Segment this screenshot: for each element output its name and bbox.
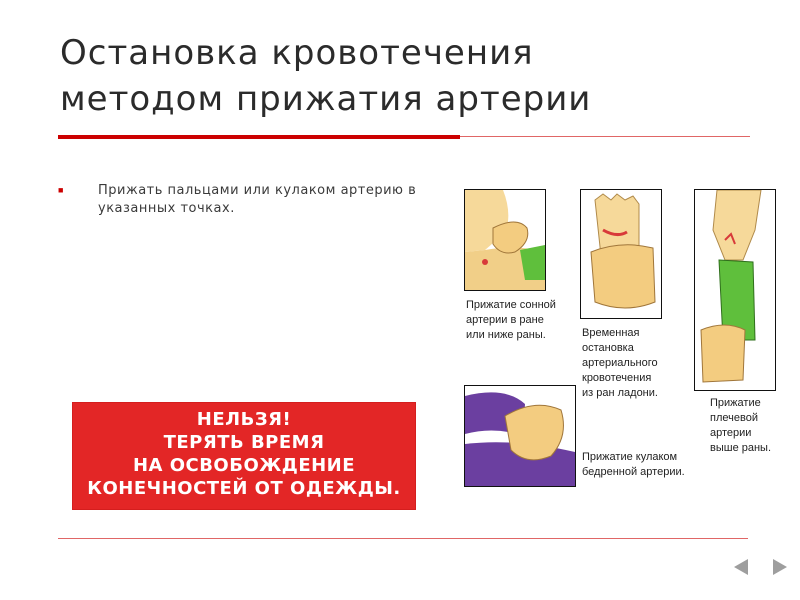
footer-divider [58,538,748,539]
warning-line-4: КОНЕЧНОСТЕЙ ОТ ОДЕЖДЫ. [87,478,401,499]
caption-femoral: Прижатие кулаком бедренной артерии. [582,451,685,478]
femoral-image [465,386,575,486]
brachial-image [695,190,775,390]
title-accent-bar [58,135,460,139]
title-line-2: методом прижатия артерии [60,79,592,119]
warning-banner [72,402,416,510]
caption-carotid: Прижатие сонной артерии в ране или ниже раны. [466,299,556,341]
caption-brachial: Прижатие плечевой артерии выше раны. [710,397,772,454]
illustration-femoral [464,385,576,487]
warning-line-1: НЕЛЬЗЯ! [196,409,292,430]
warning-line-2: ТЕРЯТЬ ВРЕМЯ [163,432,325,453]
illustration-carotid [464,189,546,291]
carotid-image [465,190,545,290]
palm-image [581,190,661,318]
slide-title [60,30,760,122]
triangle-right-icon[interactable] [773,559,787,575]
illustration-palm [580,189,662,319]
warning-line-3: НА ОСВОБОЖДЕНИЕ [132,455,356,476]
caption-palm: Временная остановка артериального кровотечения из ран ладони. [582,327,658,399]
triangle-left-icon[interactable] [734,559,748,575]
bullet-icon: ■ [58,185,64,195]
title-line-1: Остановка кровотечения [60,33,534,73]
illustration-brachial [694,189,776,391]
bullet-text: Прижать пальцами или кулаком артерию в указанных точках. [98,183,417,216]
